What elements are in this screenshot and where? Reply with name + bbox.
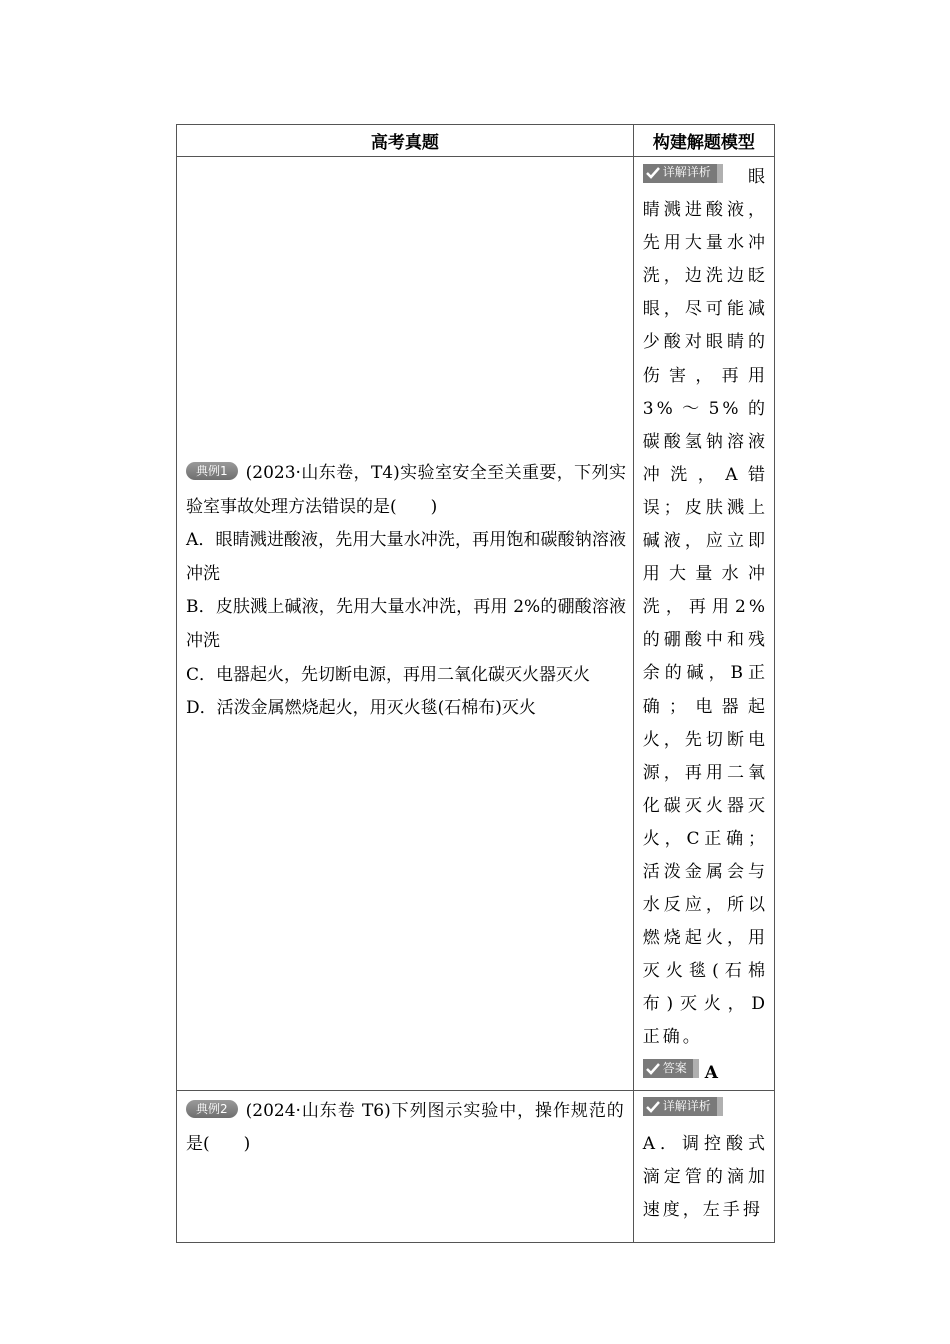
header-exam-questions: 高考真题 <box>177 125 634 157</box>
check-icon <box>646 167 660 179</box>
example1-analysis-cell <box>633 157 774 1091</box>
example2-question-cell <box>177 1090 634 1242</box>
example1-option-d: D．活泼金属燃烧起火，用灭火毯(石棉布)灭火 <box>186 698 536 719</box>
analysis-badge-label: 详解详析 <box>662 1099 711 1114</box>
example2-analysis-cell <box>633 1090 774 1242</box>
header-solution-model: 构建解题模型 <box>633 125 774 157</box>
analysis-badge <box>643 164 723 183</box>
check-icon <box>646 1101 660 1113</box>
analysis-badge <box>643 1097 723 1116</box>
example2-analysis-text: A．调控酸式滴定管的滴加速度，左手拇 <box>642 1133 768 1220</box>
analysis-badge-label: 详解详析 <box>662 165 711 180</box>
example1-tag: 典例1 <box>186 462 238 480</box>
example1-option-b: B．皮肤溅上碱液，先用大量水冲洗，再用 2%的硼酸溶液冲洗 <box>186 597 626 651</box>
example1-option-c: C．电器起火，先切断电源，再用二氧化碳灭火器灭火 <box>186 664 591 685</box>
example1-question-cell <box>177 157 634 1091</box>
answer-badge-label: 答案 <box>662 1060 687 1075</box>
example1-question <box>186 457 626 726</box>
answer-badge <box>643 1059 699 1078</box>
example1-analysis-text: 眼睛溅进酸液，先用大量水冲洗，边洗边眨眼，尽可能减少酸对眼睛的伤害，再用3%～5%的碳酸氢钠溶液冲洗，A错误；皮肤溅上碱液，应立即用大量水冲洗，再用2%的硼酸中和残余的碱，B正确；电器起火，先切断电源，再用二氧化碳灭火器灭火，C正确；活泼金属会与水反应，所以燃烧起火，用灭火毯(石棉布)灭火，D正确。 <box>642 167 768 1048</box>
example1-answer: A <box>704 1062 721 1083</box>
check-icon <box>646 1063 660 1075</box>
exam-table <box>176 124 775 1243</box>
example2-tag: 典例2 <box>186 1100 238 1118</box>
example1-intro: (2023·山东卷，T4)实验室安全至关重要，下列实验室事故处理方法错误的是( ) <box>186 463 626 517</box>
example2-question <box>177 1091 633 1162</box>
example2-intro: (2024·山东卷 T6)下列图示实验中，操作规范的是( ) <box>186 1100 624 1155</box>
example1-option-a: A．眼睛溅进酸液，先用大量水冲洗，再用饱和碳酸钠溶液冲洗 <box>186 530 626 584</box>
